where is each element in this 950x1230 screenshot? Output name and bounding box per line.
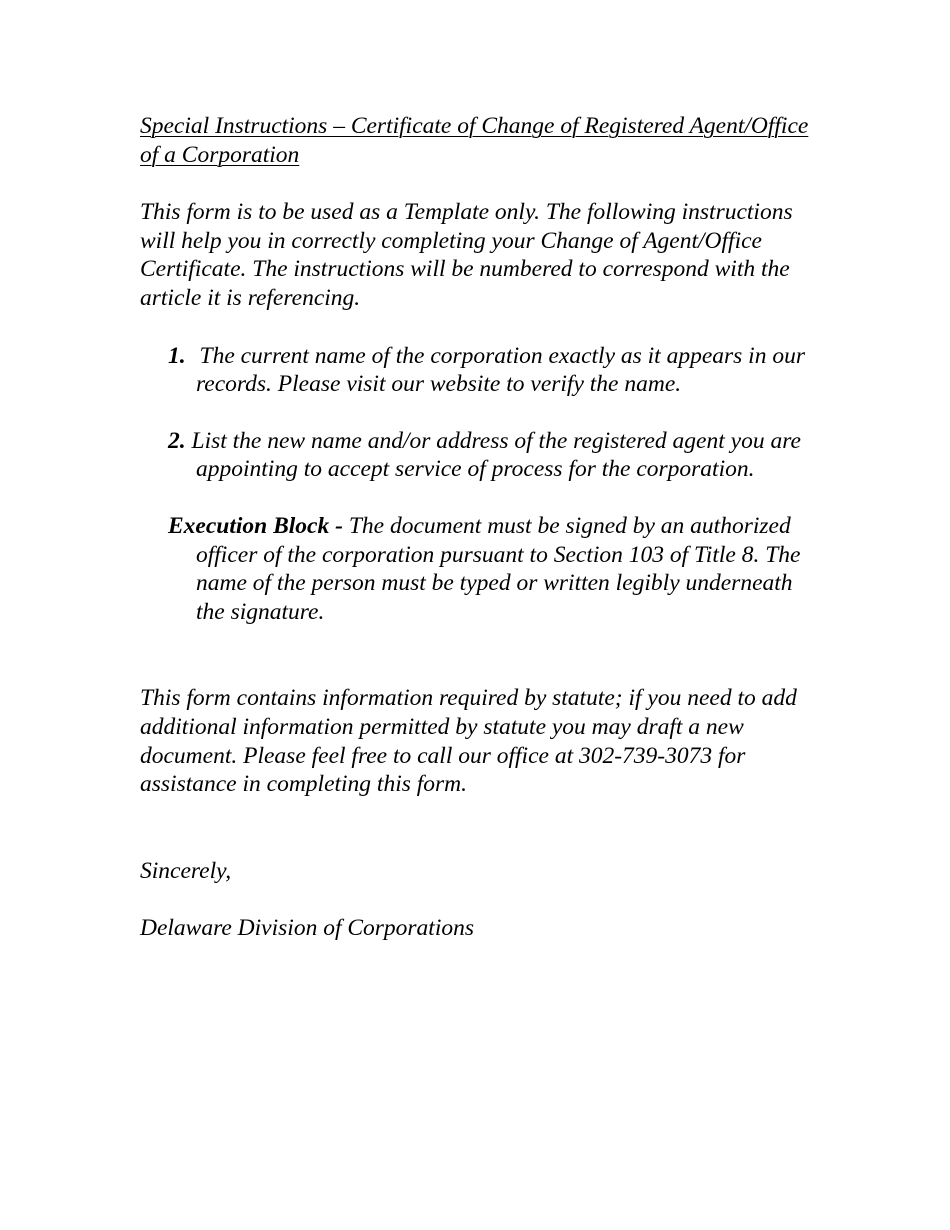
page-title: Special Instructions – Certificate of Change of Registered Agent/Office of a Corporation: [140, 113, 809, 168]
execution-block-label: Execution Block -: [168, 512, 343, 539]
item-number: 2.: [168, 427, 186, 454]
document-page: [140, 112, 820, 943]
list-item: [140, 342, 820, 399]
execution-block: [140, 512, 820, 626]
signoff: Sincerely,: [140, 857, 232, 884]
intro-paragraph: This form is to be used as a Template only. The following instructions will help you in correctly completing your Change of Agent/Office Certificate. The instructions will be numbered to correspond with the article it is referencing.: [140, 199, 793, 311]
item-number: 1.: [168, 342, 186, 369]
closing-note: This form contains information required by statute; if you need to add additional information permitted by statute you may draft a new document. Please feel free to call our office at 302-739-3073 for assistance in completing this form.: [140, 685, 797, 798]
execution-block-text: The document must be signed by an authorized officer of the corporation pursuant to Section 103 of Title 8. The name of the person must be typed or written legibly underneath the signature.: [196, 512, 801, 625]
list-item: [140, 427, 820, 484]
item-text: List the new name and/or address of the registered agent you are appointing to accept service of process for the corporation.: [191, 427, 801, 483]
item-text: The current name of the corporation exactly as it appears in our records. Please visit our website to verify the name.: [196, 342, 805, 398]
instruction-list: [140, 342, 820, 484]
organization-name: Delaware Division of Corporations: [140, 915, 475, 942]
